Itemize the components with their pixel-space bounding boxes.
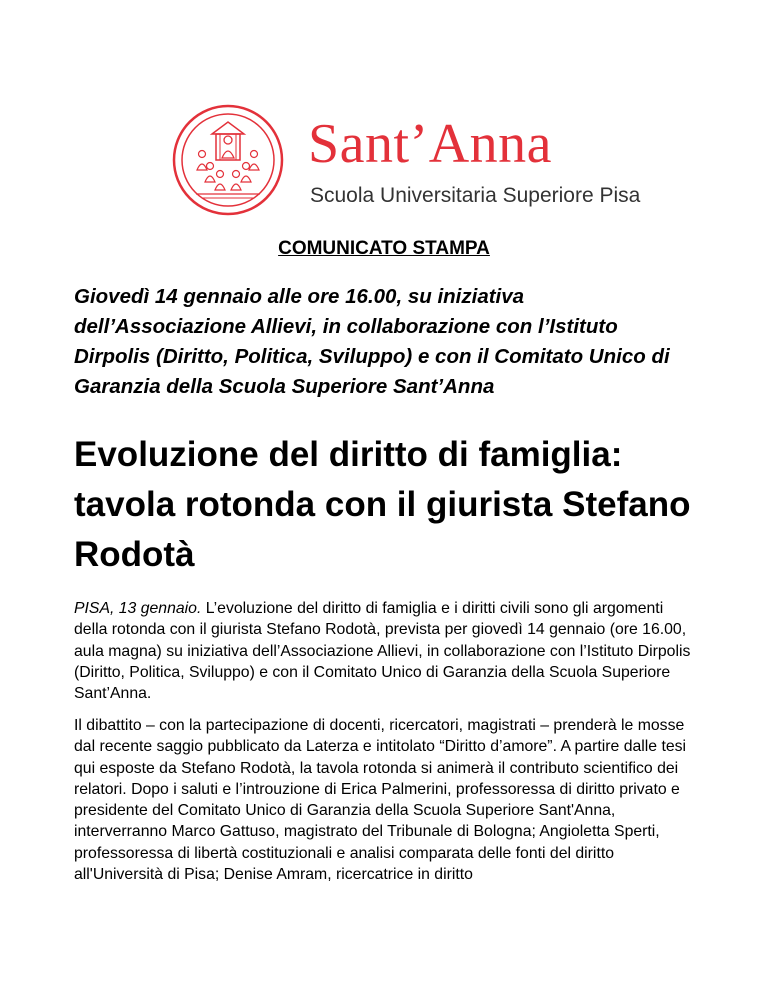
brand-subtitle: Scuola Universitaria Superiore Pisa [310,184,641,207]
paragraph-1 [74,598,694,704]
paragraph-1-text: L’evoluzione del diritto di famiglia e i diritti civili sono gli argomenti della rotonda con il giurista Stefano Rodotà, prevista per giovedì 14 gennaio (ore 16.00, aula magna) su iniziativa dell’Associazione Allievi, in collaborazione con l’Istituto Dirpolis (Diritto, Politica, Sviluppo) e con il Comitato Unico di Garanzia della Scuola Superiore Sant’Anna. [74,600,691,703]
subheading: Giovedì 14 gennaio alle ore 16.00, su iniziativa dell’Associazione Allievi, in collaborazione con l’Istituto Dirpolis (Diritto, Politica, Sviluppo) e con il Comitato Unico di Garanzia della Scuola Superiore Sant’Anna [74,285,670,398]
sant-anna-logo [172,104,641,224]
university-seal-icon [172,104,284,216]
press-release-label: COMUNICATO STAMPA [278,238,490,259]
dateline: PISA, 13 gennaio. [74,600,202,617]
brand-name: Sant’Anna [308,113,553,175]
headline: Evoluzione del diritto di famiglia: tavola rotonda con il giurista Stefano Rodotà [74,435,691,574]
paragraph-2: Il dibattito – con la partecipazione di docenti, ricercatori, magistrati – prenderà le mosse dal recente saggio pubblicato da Laterza e intitolato “Diritto d’amore”. A partire dalle tesi qui esposte da Stefano Rodotà, la tavola rotonda si animerà il contributo scientifico dei relatori. Dopo i saluti e l’introuzione di Erica Palmerini, professoressa di diritto privato e presidente del Comitato Unico di Garanzia della Scuola Superiore Sant'Anna, interverranno Marco Gattuso, magistrato del Tribunale di Bologna; Angioletta Sperti, professoressa di libertà costituzionali e analisi comparata delle fonti del diritto all'Università di Pisa; Denise Amram, ricercatrice in diritto [74,717,687,884]
